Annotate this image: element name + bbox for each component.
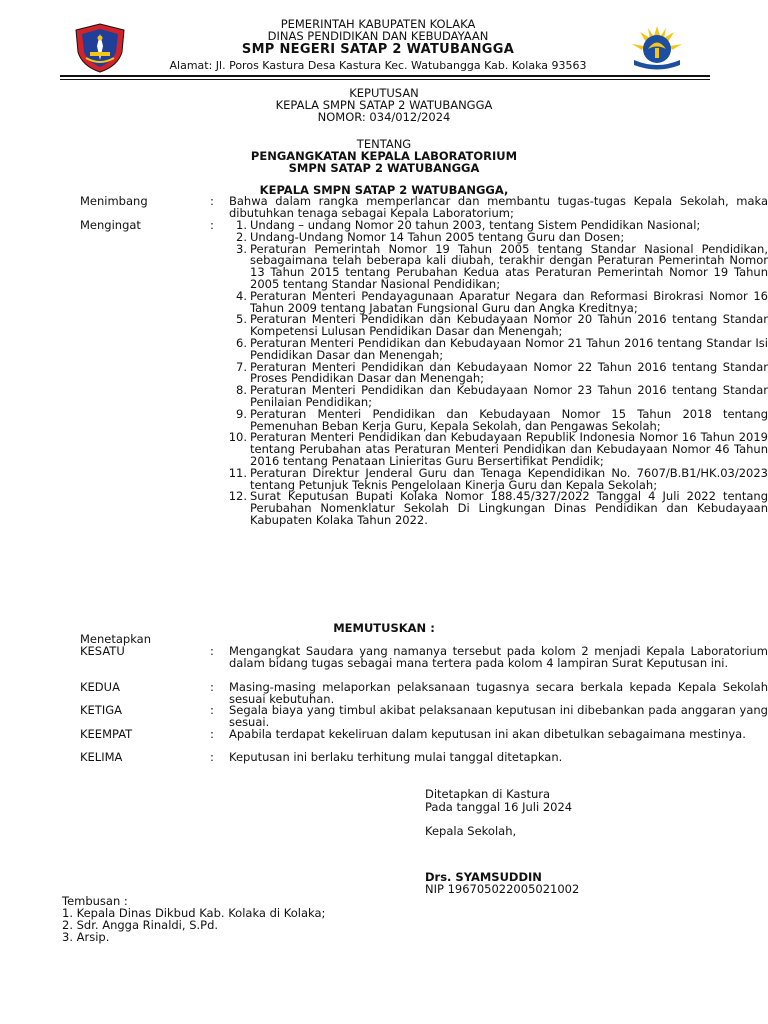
mengingat-colon: : — [210, 218, 214, 232]
menimbang-colon: : — [210, 194, 214, 208]
list-item: 3. Peraturan Pemerintah Nomor 19 Tahun 2005 tentang Standar Nasional Pendidikan, sebagaimana telah beberapa kali diubah, terakhir dengan Peraturan Pemerintah Nomor 13 Tahun 2015 tentang Perubahan Kedua atas Peraturan Pemerintah Nomor 19 Tahun 2005 tentang Standar Nasional Pendidikan; — [236, 241, 768, 291]
sign-date: Pada tanggal 16 Juli 2024 — [425, 800, 573, 814]
list-item: 9. Peraturan Menteri Pendidikan dan Kebudayaan Nomor 15 Tahun 2018 tentang Pemenuhan Beban Kerja Guru, Kepala Sekolah, dan Pengawas Sekolah; — [236, 406, 768, 433]
list-item: 4. Peraturan Menteri Pendayagunaan Aparatur Negara dan Reformasi Birokrasi Nomor 16 Tahun 2009 tentang Jabatan Fungsional Guru dan Angka Kreditnya; — [236, 288, 768, 315]
copies-item: 3. Arsip. — [62, 930, 110, 944]
school-name: SMP NEGERI SATAP 2 WATUBANGGA — [241, 42, 515, 57]
list-item: 5. Peraturan Menteri Pendidikan dan Kebudayaan Nomor 20 Tahun 2016 tentang Standar Kompetensi Lulusan Pendidikan Dasar dan Menengah; — [236, 312, 768, 339]
authority-line: KEPALA SMPN SATAP 2 WATUBANGGA, — [259, 183, 509, 197]
clause-label: KELIMA — [80, 750, 123, 764]
signatory-name: Drs. SYAMSUDDIN — [425, 870, 542, 884]
copies-item: 1. Kepala Dinas Dikbud Kab. Kolaka di Kolaka; — [62, 906, 326, 920]
clause-label: KEDUA — [80, 680, 120, 694]
school-address: Alamat: Jl. Poros Kastura Desa Kastura Kec. Watubangga Kab. Kolaka 93563 — [169, 59, 587, 72]
mengingat-label: Mengingat — [80, 218, 141, 232]
clause-colon: : — [210, 644, 214, 658]
clause-text: Masing-masing melaporkan pelaksanaan tugasnya secara berkala kepada Kepala Sekolah sesuai kebutuhan. — [229, 680, 768, 706]
list-item: 1. Undang – undang Nomor 20 tahun 2003, tentang Sistem Pendidikan Nasional; — [236, 218, 701, 232]
decree-number: NOMOR: 034/012/2024 — [317, 110, 451, 124]
tut-wuri-handayani-logo-icon — [626, 22, 688, 72]
kolaka-regency-emblem-icon — [72, 22, 128, 74]
copies-item: 2. Sdr. Angga Rinaldi, S.Pd. — [62, 918, 219, 932]
list-item: 12. Surat Keputusan Bupati Kolaka Nomor 188.45/327/2022 Tanggal 4 Juli 2022 tentang Perubahan Nomenklatur Sekolah Di Lingkungan Dinas Pendidikan dan Kebudayaan Kabupaten Kolaka Tahun 2022. — [228, 489, 768, 527]
letterhead-thick-rule — [60, 75, 710, 77]
signatory-nip: NIP 196705022005021002 — [425, 882, 580, 896]
menimbang-label: Menimbang — [80, 194, 148, 208]
clause-label: KEEMPAT — [80, 727, 133, 741]
subject-line-1: PENGANGKATAN KEPALA LABORATORIUM — [250, 149, 518, 163]
decree-issuer: KEPALA SMPN SATAP 2 WATUBANGGA — [275, 98, 493, 112]
clause-colon: : — [210, 727, 214, 741]
list-item: 7. Peraturan Menteri Pendidikan dan Kebudayaan Nomor 22 Tahun 2016 tentang Standar Proses Pendidikan Dasar dan Menengah; — [236, 359, 768, 386]
clause-text: Segala biaya yang timbul akibat pelaksanaan keputusan ini dibebankan pada anggaran yang sesuai. — [229, 703, 768, 729]
clause-colon: : — [210, 750, 214, 764]
sign-position: Kepala Sekolah, — [425, 824, 517, 838]
decree-heading: KEPUTUSAN — [349, 86, 419, 100]
list-item: 2. Undang-Undang Nomor 14 Tahun 2005 tentang Guru dan Dosen; — [236, 229, 625, 244]
copies-heading: Tembusan : — [62, 894, 128, 908]
clause-text: Mengangkat Saudara yang namanya tersebut pada kolom 2 menjadi Kepala Laboratorium dalam bidang tugas sebagai mana tertera pada kolom 4 lampiran Surat Keputusan ini. — [229, 644, 768, 670]
letterhead-text — [128, 18, 628, 72]
about-heading: TENTANG — [356, 137, 412, 151]
list-item: 10. Peraturan Menteri Pendidikan dan Kebudayaan Republik Indonesia Nomor 16 Tahun 2019 tentang Perubahan atas Peraturan Menteri Pendidikan dan Kebudayaan Nomor 46 Tahun 2016 tentang Penataan Linieritas Guru Bersertifikat Pendidik; — [228, 430, 768, 468]
memutuskan-heading: MEMUTUSKAN : — [333, 621, 435, 635]
sign-place: Ditetapkan di Kastura — [425, 787, 551, 801]
list-item: 11. Peraturan Direktur Jenderal Guru dan Tenaga Kependidikan No. 7607/B.B1/HK.03/2023 tentang Petunjuk Teknis Pengelolaan Kinerja Guru dan Kepala Sekolah; — [228, 465, 768, 492]
clause-text: Keputusan ini berlaku terhitung mulai tanggal ditetapkan. — [229, 750, 563, 764]
menimbang-text: Bahwa dalam rangka memperlancar dan membantu tugas-tugas Kepala Sekolah, maka dibutuhkan tenaga sebagai Kepala Laboratorium; — [229, 194, 768, 220]
clause-colon: : — [210, 703, 214, 717]
government-name: PEMERINTAH KABUPATEN KOLAKA — [280, 17, 476, 31]
clause-colon: : — [210, 680, 214, 694]
clause-text: Apabila terdapat kekeliruan dalam keputusan ini akan dibetulkan sebagaimana mestinya. — [229, 727, 746, 741]
department-name: DINAS PENDIDIKAN DAN KEBUDAYAAN — [267, 29, 489, 43]
clause-label: KESATU — [80, 644, 125, 658]
list-item: 8. Peraturan Menteri Pendidikan dan Kebudayaan Nomor 23 Tahun 2016 tentang Standar Penilaian Pendidikan; — [236, 383, 768, 409]
clause-label: KETIGA — [80, 703, 123, 717]
subject-line-2: SMPN SATAP 2 WATUBANGGA — [288, 161, 480, 175]
letterhead-thin-rule — [60, 79, 710, 80]
mengingat-list — [229, 220, 768, 527]
list-item: 6. Peraturan Menteri Pendidikan dan Kebudayaan Nomor 21 Tahun 2016 tentang Standar Isi Pendidikan Dasar dan Menengah; — [236, 335, 768, 362]
letterhead — [60, 18, 710, 76]
menetapkan-label: Menetapkan — [80, 632, 152, 646]
